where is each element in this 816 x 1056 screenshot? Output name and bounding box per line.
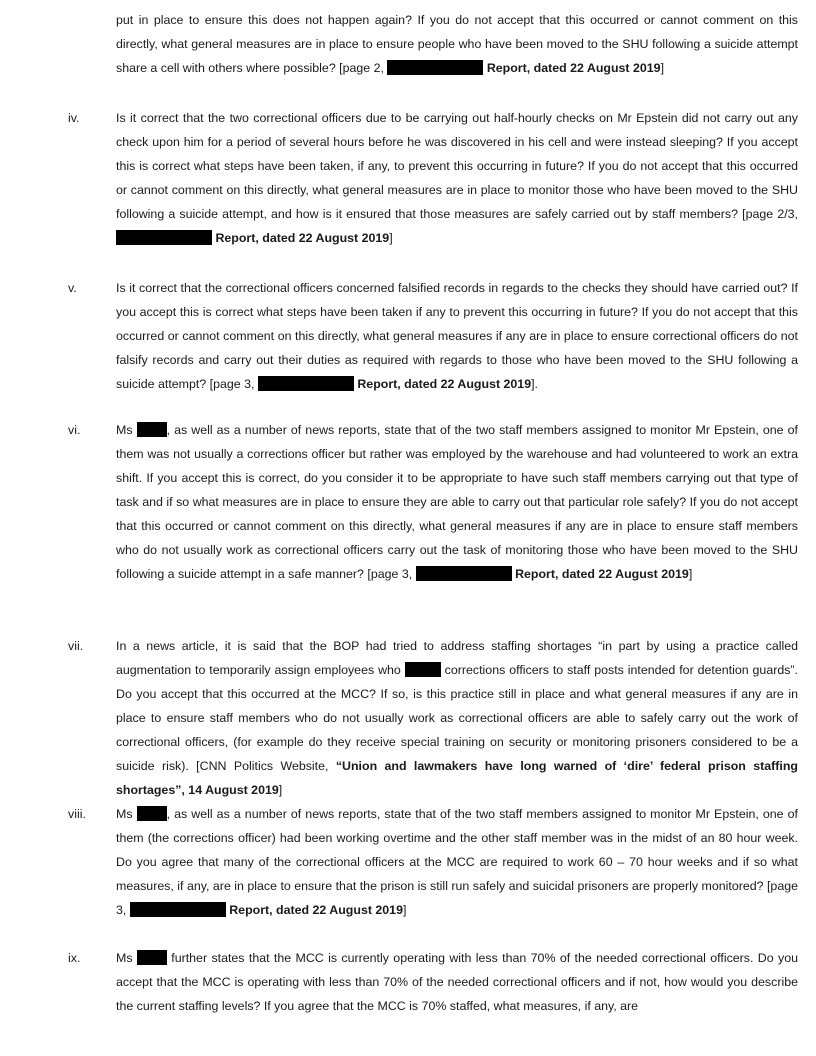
item-number: vii. <box>68 639 84 653</box>
text-run: Ms <box>116 423 137 437</box>
redaction-block <box>137 806 167 821</box>
redaction-block <box>137 950 167 965</box>
citation-bold-text: Report, dated 22 August 2019 <box>511 567 689 581</box>
text-run: put in place to ensure this does not happen again? If you do not accept that this occurred or cannot comment on this directly, what general measures are in place to ensure people who have been moved to the SHU following a suicide attempt share a cell with others where possible? [page 2, <box>116 13 798 75</box>
citation-bold-text: Report, dated 22 August 2019 <box>483 61 661 75</box>
item-number: iv. <box>68 111 80 125</box>
item-text <box>116 802 798 922</box>
text-run: ] <box>660 61 665 75</box>
text-run: corrections officers to staff posts intended for detention guards”. Do you accept that this occurred at the MCC? If so, is this practice still in place and what general measures if any are in place to ensure staff members who do not usually work as correctional officers are able to safely carry out the work of correctional officers, (for example do they receive special training on security or monitoring prisoners considered to be a suicide risk). [CNN Politics Website, <box>116 663 799 773</box>
item-text <box>116 276 798 396</box>
text-run: ] <box>389 231 393 245</box>
text-run: In a news article, it is said that the BOP had tried to address staffing shortages “in part by using a practice called augmentation to temporarily assign employees who <box>116 639 798 677</box>
text-run: ] <box>688 567 693 581</box>
question-vii <box>68 634 798 802</box>
item-number: ix. <box>68 951 81 965</box>
text-run: Ms <box>116 807 137 821</box>
text-run: , as well as a number of news reports, state that of the two staff members assigned to monitor Mr Epstein, one of them (the corrections officer) had been working overtime and the other staff member was in the midst of an 80 hour week. Do you agree that many of the correctional officers at the MCC are required to work 60 – 70 hour weeks and if so what measures, if any, are in place to ensure that the prison is still run safely and suicidal prisoners are properly monitored? [page 3, <box>116 807 798 917</box>
text-run: Ms <box>116 951 137 965</box>
item-text <box>116 8 798 80</box>
item-text <box>116 946 798 1018</box>
citation-bold-text: Report, dated 22 August 2019 <box>225 903 403 917</box>
question-viii <box>68 802 798 922</box>
redaction-block <box>258 376 354 391</box>
citation-bold-text: Report, dated 22 August 2019 <box>353 377 532 391</box>
item-number: vi. <box>68 423 81 437</box>
text-run: Is it correct that the correctional officers concerned falsified records in regards to the checks they should have carried out? If you accept this is correct what steps have been taken if any to prevent this occurring in future? If you do not accept that this occurred or cannot comment on this directly, what general measures if any are in place to ensure correctional officers do not falsify records and carry out their duties as required with regards to those who have been moved to the SHU following a suicide attempt? [page 3, <box>116 281 798 391</box>
redaction-block <box>130 902 226 917</box>
question-iv <box>68 106 798 250</box>
text-run: ]. <box>531 377 538 391</box>
text-run: , as well as a number of news reports, state that of the two staff members assigned to monitor Mr Epstein, one of them was not usually a corrections officer but rather was employed by the warehouse and had volunteered to work an extra shift. If you accept this is correct, do you consider it to be appropriate to have such staff members carrying out that type of task and if so what measures are in place to ensure they are able to carry out that particular role safely? If you do not accept that this occurred or cannot comment on this directly, what general measures if any are in place to ensure staff members who do not usually work as correctional officers carry out the task of monitoring those who have been moved to the SHU following a suicide attempt in a safe manner? [page 3, <box>116 423 798 581</box>
redaction-block <box>116 230 212 245</box>
redaction-block <box>387 60 483 75</box>
text-run: ] <box>402 903 407 917</box>
redaction-block <box>405 662 441 677</box>
citation-bold-text: “Union and lawmakers have long warned of ‘dire’ federal prison staffing shortages”, 14 August 2019 <box>116 759 798 797</box>
question-vi <box>68 418 798 586</box>
text-run: further states that the MCC is currently operating with less than 70% of the needed correctional officers. Do you accept that the MCC is operating with less than 70% of the needed correctional officers and if not, how would you describe the current staffing levels? If you agree that the MCC is 70% staffed, what measures, if any, are <box>116 951 798 1013</box>
question-ix <box>68 946 798 1018</box>
item-text <box>116 106 798 250</box>
text-run: Is it correct that the two correctional officers due to be carrying out half-hourly checks on Mr Epstein did not carry out any check upon him for a period of several hours before he was discovered in his cell and were instead sleeping? If you accept this is correct what steps have been taken, if any, to prevent this occurring in future? If you do not accept that this occurred or cannot comment on this directly, what general measures are in place to monitor those who have been moved to the SHU following a suicide attempt, and how is it ensured that those measures are safely carried out by staff members? [page 2/3, <box>116 111 798 221</box>
question-v <box>68 276 798 396</box>
item-text <box>116 418 798 586</box>
text-run: ] <box>278 783 283 797</box>
redaction-block <box>137 422 167 437</box>
citation-bold-text: Report, dated 22 August 2019 <box>212 231 390 245</box>
item-number: v. <box>68 281 77 295</box>
item-text <box>116 634 798 802</box>
item-number: viii. <box>68 807 86 821</box>
paragraph-continued <box>68 8 798 80</box>
redaction-block <box>416 566 512 581</box>
